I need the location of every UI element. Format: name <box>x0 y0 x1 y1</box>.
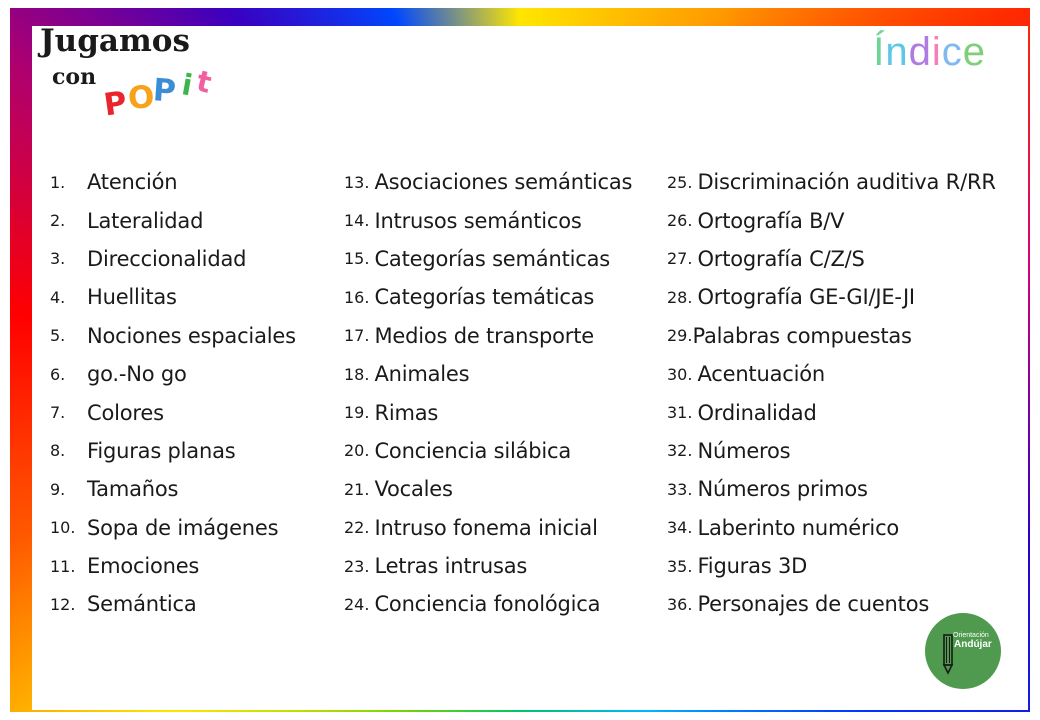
index-item <box>50 355 296 393</box>
item-number: 2. <box>50 211 66 231</box>
index-item <box>50 240 296 278</box>
index-item <box>50 585 296 623</box>
item-number: 25. <box>667 172 693 192</box>
item-label: Tamaños <box>87 477 179 502</box>
index-item <box>667 278 996 316</box>
index-item <box>667 470 996 508</box>
item-number: 24. <box>344 594 370 614</box>
index-item <box>344 509 632 547</box>
item-number: 31. <box>667 403 693 423</box>
index-item <box>344 317 632 355</box>
item-number: 21. <box>344 479 370 499</box>
item-number: 10. <box>50 518 76 538</box>
item-number: 19. <box>344 403 370 423</box>
index-item <box>667 240 996 278</box>
indice-letter: i <box>931 30 942 74</box>
index-item <box>344 355 632 393</box>
page-title: Jugamos <box>40 23 190 59</box>
index-item <box>50 393 296 431</box>
item-label: Vocales <box>374 477 453 502</box>
item-number: 27. <box>667 249 693 269</box>
item-label: Ortografía B/V <box>697 208 845 233</box>
item-label: Huellitas <box>87 285 177 310</box>
item-number: 16. <box>344 287 370 307</box>
index-item <box>667 317 996 355</box>
item-label: Ortografía C/Z/S <box>697 246 865 271</box>
item-number: 7. <box>50 403 66 423</box>
item-number: 36. <box>667 594 693 614</box>
item-number: 29. <box>667 326 693 346</box>
index-column-2 <box>344 163 632 624</box>
item-number: 23. <box>344 556 370 576</box>
item-number: 20. <box>344 441 370 461</box>
item-label: Intruso fonema inicial <box>374 515 598 540</box>
logo-big-text: Andújar <box>954 639 992 650</box>
pop-it-letter-o: O <box>126 79 156 117</box>
item-label: Rimas <box>374 400 439 425</box>
item-label: Palabras compuestas <box>692 323 912 348</box>
item-label: Atención <box>87 170 178 195</box>
item-label: Conciencia fonológica <box>374 592 601 617</box>
item-label: Intrusos semánticos <box>374 208 582 233</box>
indice-letter: n <box>885 30 909 74</box>
item-label: Asociaciones semánticas <box>374 170 633 195</box>
item-label: Animales <box>374 362 470 387</box>
index-item <box>667 163 996 201</box>
item-label: Figuras planas <box>87 438 236 463</box>
index-item <box>667 509 996 547</box>
item-label: Direccionalidad <box>87 246 247 271</box>
item-label: go.-No go <box>87 362 187 387</box>
item-label: Sopa de imágenes <box>87 515 279 540</box>
item-number: 4. <box>50 287 66 307</box>
item-label: Emociones <box>87 554 200 579</box>
item-label: Lateralidad <box>87 208 204 233</box>
item-number: 1. <box>50 172 66 192</box>
indice-letter: Í <box>873 30 886 74</box>
item-label: Figuras 3D <box>697 554 808 579</box>
index-item <box>50 163 296 201</box>
pop-it-letter-t: t <box>193 64 215 100</box>
item-number: 35. <box>667 556 693 576</box>
index-item <box>344 393 632 431</box>
index-item <box>50 278 296 316</box>
item-label: Ordinalidad <box>697 400 817 425</box>
orientacion-andujar-logo <box>925 613 1001 689</box>
index-item <box>344 201 632 239</box>
item-number: 22. <box>344 518 370 538</box>
pencil-icon <box>925 613 1001 689</box>
item-number: 26. <box>667 211 693 231</box>
index-item <box>667 547 996 585</box>
index-item <box>344 547 632 585</box>
index-item <box>50 470 296 508</box>
item-label: Letras intrusas <box>374 554 528 579</box>
index-item <box>344 163 632 201</box>
pop-it-letter-p1: P <box>102 84 130 124</box>
index-item <box>667 432 996 470</box>
item-number: 9. <box>50 479 66 499</box>
item-number: 32. <box>667 441 693 461</box>
index-item <box>50 201 296 239</box>
indice-letter: d <box>908 30 932 74</box>
item-number: 30. <box>667 364 693 384</box>
item-label: Categorías semánticas <box>374 246 610 271</box>
item-label: Números <box>697 438 791 463</box>
item-number: 18. <box>344 364 370 384</box>
index-item <box>344 240 632 278</box>
index-item <box>50 317 296 355</box>
index-item <box>344 278 632 316</box>
item-number: 8. <box>50 441 66 461</box>
item-label: Colores <box>87 400 164 425</box>
item-number: 5. <box>50 326 66 346</box>
item-label: Semántica <box>87 592 197 617</box>
index-item <box>50 509 296 547</box>
indice-letter: e <box>962 30 986 74</box>
item-number: 33. <box>667 479 693 499</box>
index-item <box>667 201 996 239</box>
index-item <box>344 470 632 508</box>
item-number: 34. <box>667 518 693 538</box>
pop-it-letter-i: i <box>179 67 196 103</box>
indice-heading <box>873 32 986 72</box>
item-label: Acentuación <box>697 362 825 387</box>
item-label: Nociones espaciales <box>87 323 296 348</box>
item-number: 11. <box>50 556 76 576</box>
index-column-1 <box>50 163 296 624</box>
pop-it-letter-p2: P <box>151 72 178 110</box>
item-label: Conciencia silábica <box>374 438 572 463</box>
pop-it-logo <box>102 64 222 128</box>
subtitle-con: con <box>52 64 97 90</box>
index-item <box>667 355 996 393</box>
index-item <box>667 393 996 431</box>
item-label: Personajes de cuentos <box>697 592 930 617</box>
index-column-3 <box>667 163 996 624</box>
indice-letter: c <box>941 30 963 74</box>
index-item <box>50 432 296 470</box>
index-item <box>50 547 296 585</box>
item-number: 17. <box>344 326 370 346</box>
item-number: 12. <box>50 594 76 614</box>
item-number: 14. <box>344 211 370 231</box>
item-label: Medios de transporte <box>374 323 594 348</box>
item-number: 28. <box>667 287 693 307</box>
index-item <box>344 432 632 470</box>
logo-small-text: Orientación <box>953 632 989 639</box>
item-label: Categorías temáticas <box>374 285 595 310</box>
item-number: 15. <box>344 249 370 269</box>
item-label: Ortografía GE-GI/JE-JI <box>697 285 915 310</box>
item-label: Números primos <box>697 477 868 502</box>
item-number: 6. <box>50 364 66 384</box>
item-number: 13. <box>344 172 370 192</box>
item-label: Discriminación auditiva R/RR <box>697 170 996 195</box>
item-number: 3. <box>50 249 66 269</box>
item-label: Laberinto numérico <box>697 515 900 540</box>
index-item <box>344 585 632 623</box>
